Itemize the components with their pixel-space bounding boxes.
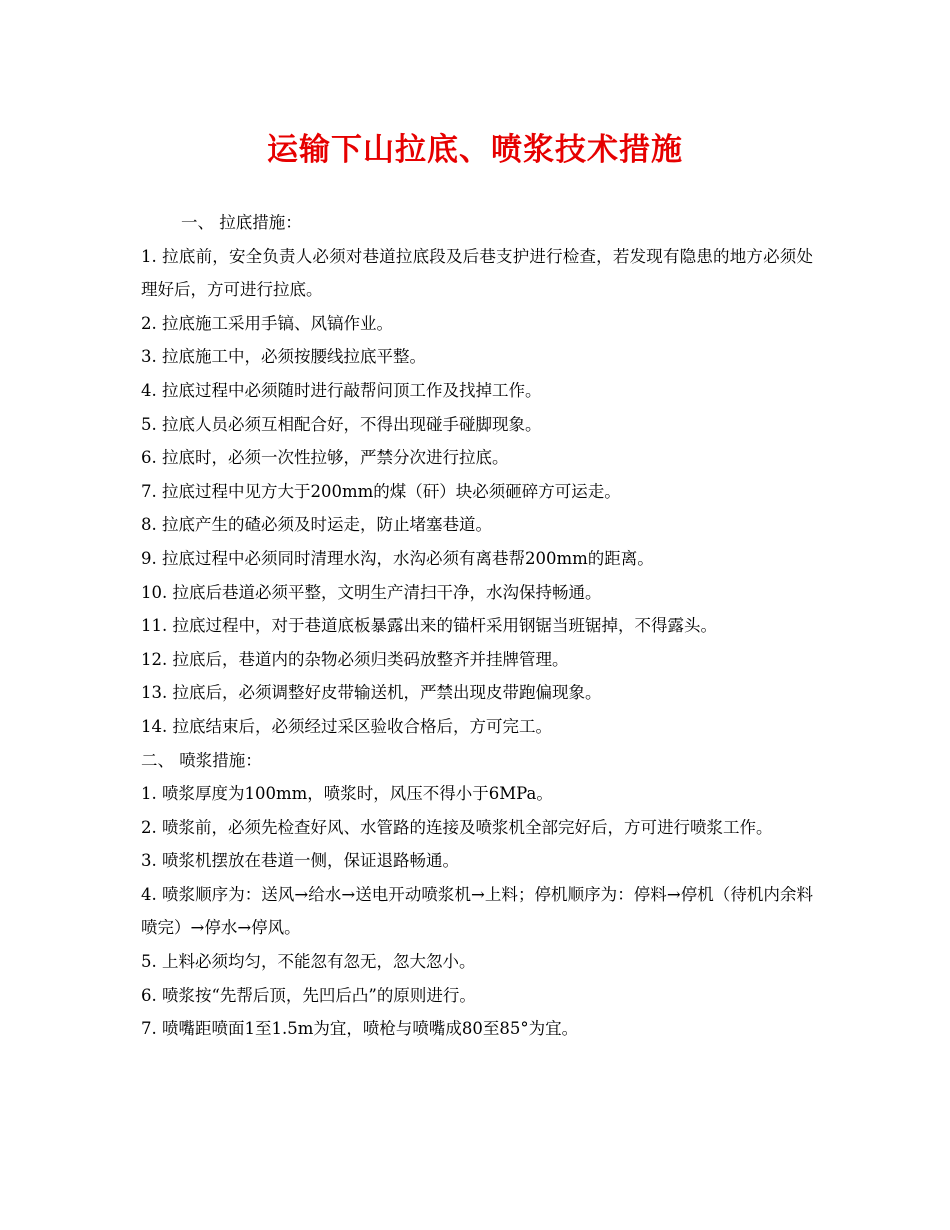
list-item: 8. 拉底产生的碴必须及时运走，防止堵塞巷道。 — [141, 515, 492, 535]
list-item: 11. 拉底过程中，对于巷道底板暴露出来的锚杆采用钢锯当班锯掉，不得露头。 — [141, 616, 717, 636]
list-item: 3. 拉底施工中，必须按腰线拉底平整。 — [141, 347, 426, 367]
list-item: 9. 拉底过程中必须同时清理水沟，水沟必须有离巷帮200mm的距离。 — [141, 548, 654, 568]
list-item: 14. 拉底结束后，必须经过采区验收合格后，方可完工。 — [141, 716, 552, 736]
list-item: 7. 喷嘴距喷面1至1.5m为宜，喷枪与喷嘴成80至85°为宜。 — [141, 1019, 579, 1039]
list-item: 2. 喷浆前，必须先检查好风、水管路的连接及喷浆机全部完好后，方可进行喷浆工作。 — [141, 817, 773, 837]
list-item: 2. 拉底施工采用手镐、风镐作业。 — [141, 313, 393, 333]
list-item: 6. 喷浆按“先帮后顶，先凹后凸”的原则进行。 — [141, 985, 476, 1005]
section-heading: 二、 喷浆措施： — [141, 750, 262, 770]
list-item: 13. 拉底后，必须调整好皮带输送机，严禁出现皮带跑偏现象。 — [141, 683, 602, 703]
section-heading: 一、 拉底措施： — [181, 213, 302, 232]
list-item: 5. 上料必须均匀，不能忽有忽无，忽大忽小。 — [141, 952, 476, 972]
list-item: 3. 喷浆机摆放在巷道一侧，保证退路畅通。 — [141, 851, 459, 871]
list-item: 12. 拉底后，巷道内的杂物必须归类码放整齐并挂牌管理。 — [141, 649, 569, 669]
list-item: 4. 喷浆顺序为：送风→给水→送电开动喷浆机→上料；停机顺序为：停料→停机（待机内余料喷完）→停水→停风。 — [141, 884, 813, 938]
list-item: 7. 拉底过程中见方大于200mm的煤（矸）块必须砸碎方可运走。 — [141, 481, 621, 501]
list-item: 6. 拉底时，必须一次性拉够，严禁分次进行拉底。 — [141, 448, 509, 468]
document-title: 运输下山拉底、喷浆技术措施 — [267, 132, 683, 168]
list-item: 1. 拉底前，安全负责人必须对巷道拉底段及后巷支护进行检查，若发现有隐患的地方必须处理好后，方可进行拉底。 — [141, 246, 813, 300]
list-item: 10. 拉底后巷道必须平整，文明生产清扫干净，水沟保持畅通。 — [141, 582, 602, 602]
list-item: 5. 拉底人员必须互相配合好，不得出现碰手碰脚现象。 — [141, 414, 542, 434]
list-item: 1. 喷浆厚度为100mm，喷浆时，风压不得小于6MPa。 — [141, 784, 553, 804]
document-body — [141, 206, 813, 1046]
list-item: 4. 拉底过程中必须随时进行敲帮问顶工作及找掉工作。 — [141, 380, 542, 400]
